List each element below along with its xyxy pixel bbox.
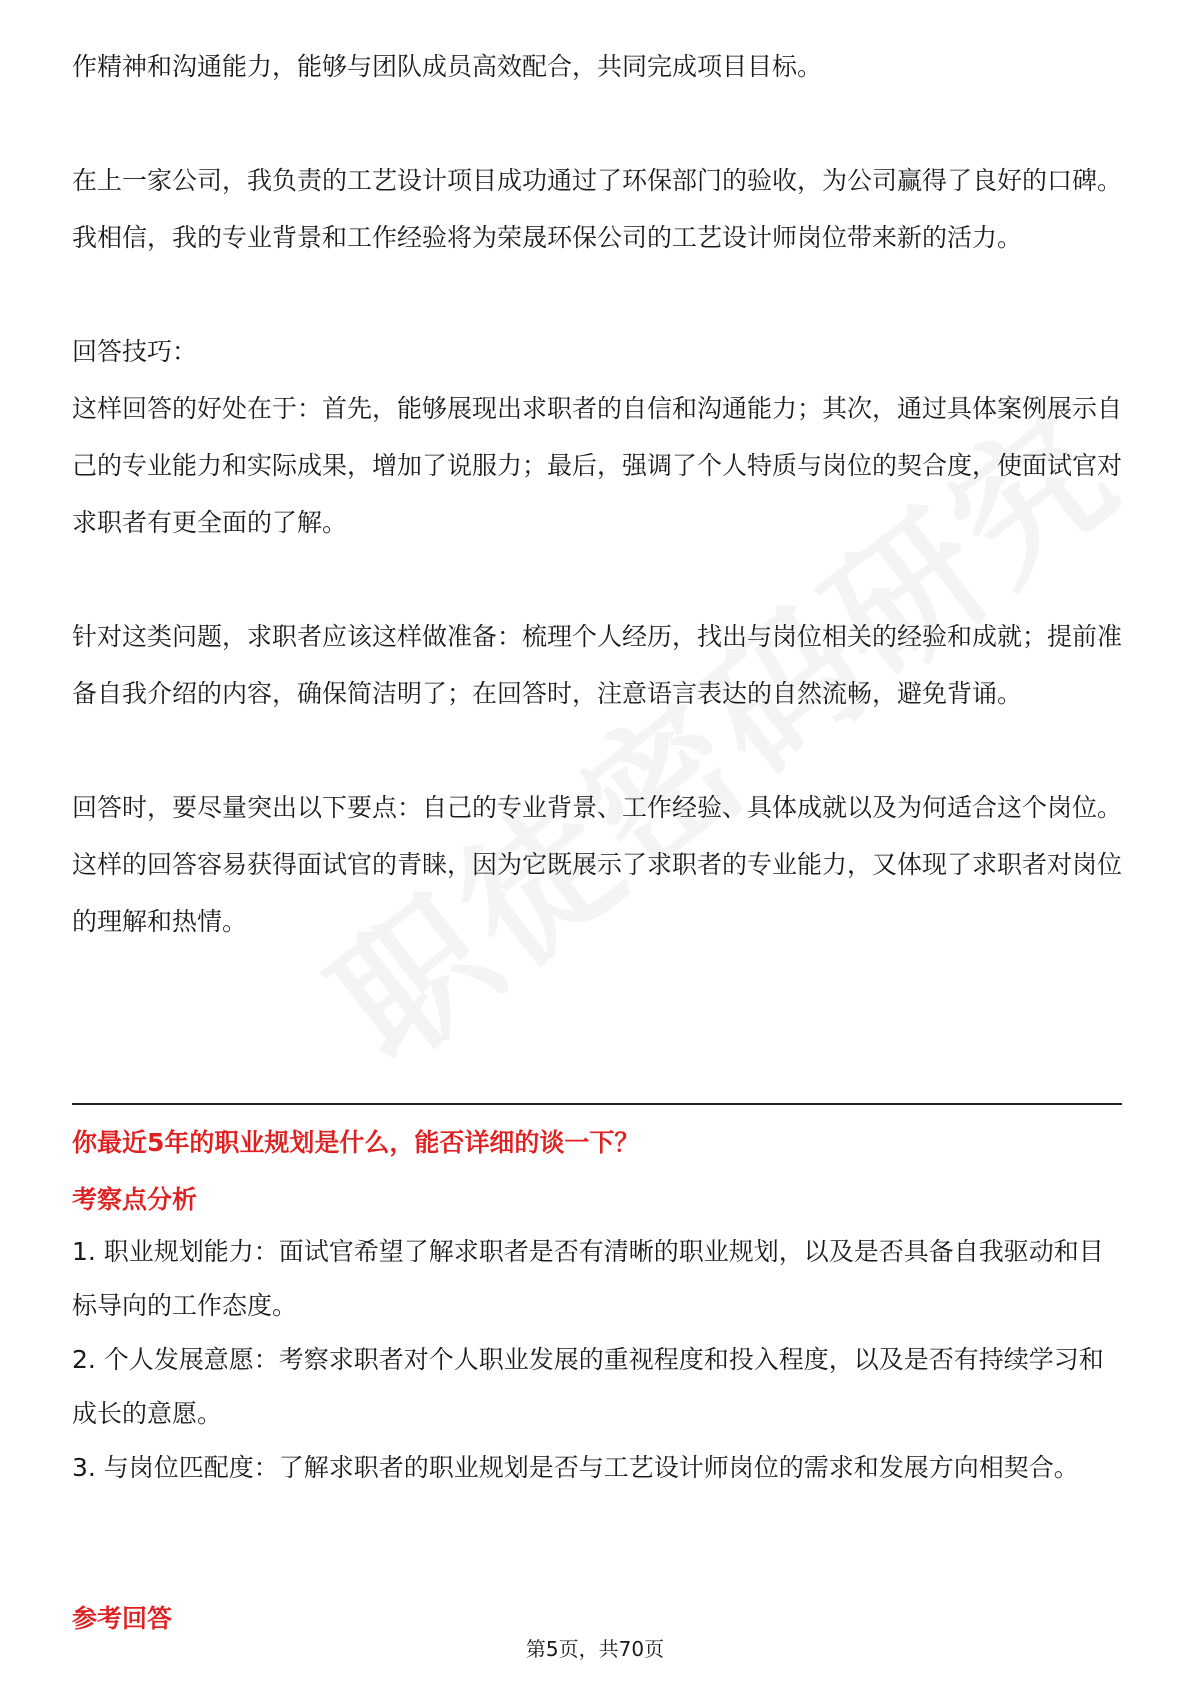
document-body: [72, 38, 1122, 950]
paragraph-5: 回答时，要尽量突出以下要点：自己的专业背景、工作经验、具体成就以及为何适合这个岗位。这样的回答容易获得面试官的青睐，因为它既展示了求职者的专业能力，又体现了求职者对岗位的理解和热情。: [72, 793, 1123, 936]
tips-label: 回答技巧：: [72, 337, 198, 366]
analysis-item-3: 3. 与岗位匹配度：了解求职者的职业规划是否与工艺设计师岗位的需求和发展方向相契合。: [72, 1453, 1079, 1482]
question-title: 你最近5年的职业规划是什么，能否详细的谈一下？: [72, 1128, 640, 1157]
paragraph-1: 作精神和沟通能力，能够与团队成员高效配合，共同完成项目目标。: [72, 52, 823, 81]
analysis-heading: 考察点分析: [72, 1185, 198, 1214]
paragraph-3: 这样回答的好处在于：首先，能够展现出求职者的自信和沟通能力；其次，通过具体案例展示自己的专业能力和实际成果，增加了说服力；最后，强调了个人特质与岗位的契合度，使面试官对求职者有更全面的了解。: [72, 394, 1123, 537]
paragraph-2: 在上一家公司，我负责的工艺设计项目成功通过了环保部门的验收，为公司赢得了良好的口碑。我相信，我的专业背景和工作经验将为荣晟环保公司的工艺设计师岗位带来新的活力。: [72, 166, 1123, 252]
analysis-item-2: 2. 个人发展意愿：考察求职者对个人职业发展的重视程度和投入程度，以及是否有持续学习和成长的意愿。: [72, 1345, 1104, 1428]
reference-heading: 参考回答: [72, 1604, 173, 1633]
analysis-section: [72, 1175, 1122, 1495]
page-number: 第5页，共70页: [525, 1637, 665, 1661]
analysis-item-1: 1. 职业规划能力：面试官希望了解求职者是否有清晰的职业规划，以及是否具备自我驱动和目标导向的工作态度。: [72, 1237, 1104, 1320]
paragraph-4: 针对这类问题，求职者应该这样做准备：梳理个人经历，找出与岗位相关的经验和成就；提前准备自我介绍的内容，确保简洁明了；在回答时，注意语言表达的自然流畅，避免背诵。: [72, 622, 1123, 708]
section-divider: [72, 1103, 1122, 1105]
